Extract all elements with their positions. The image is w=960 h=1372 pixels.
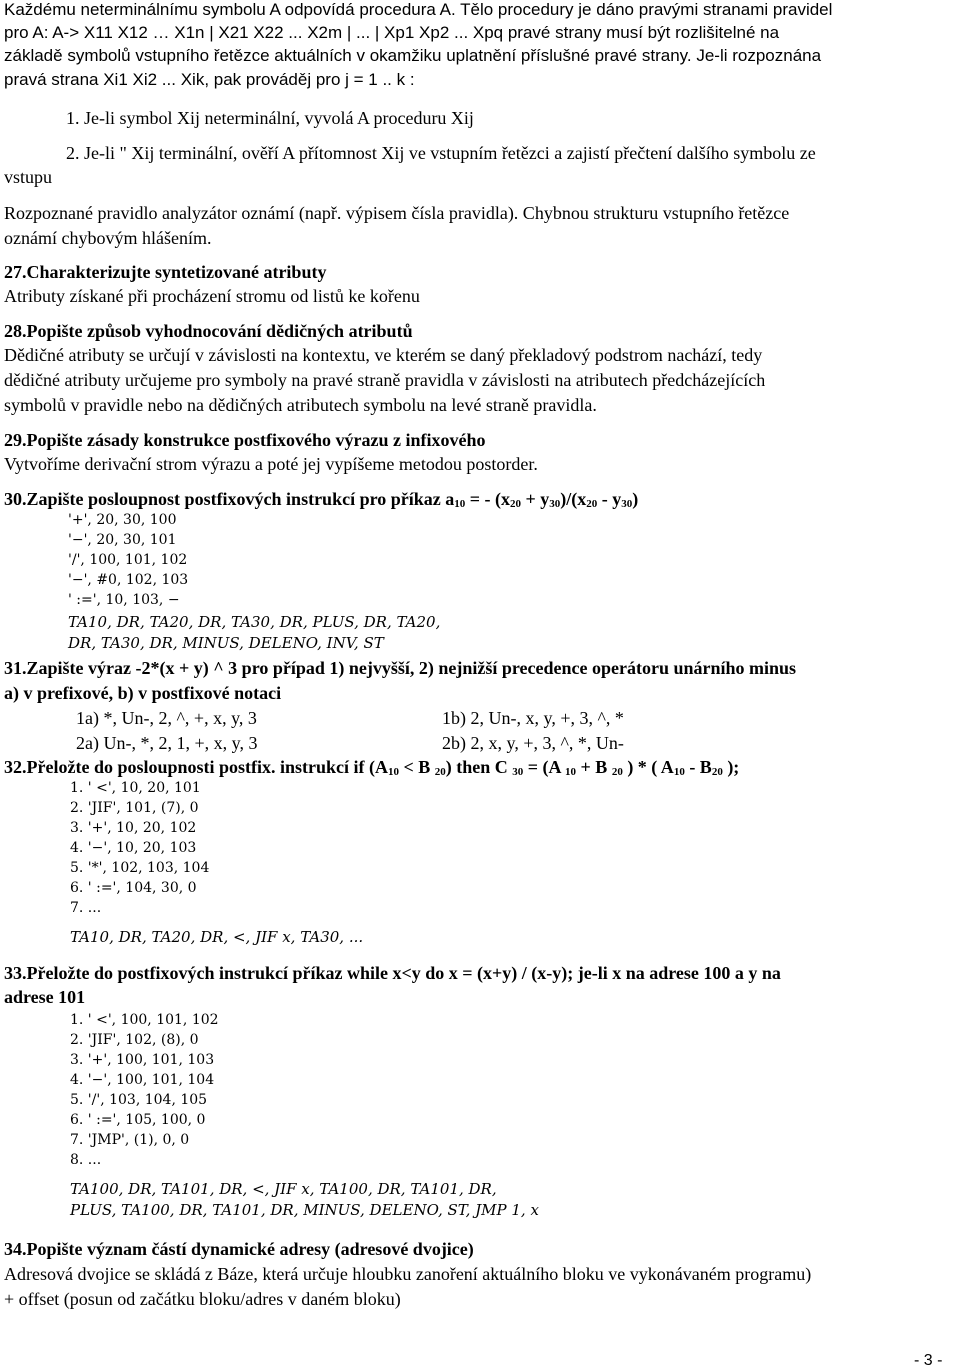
q33-stack-line-2: PLUS, TA100, DR, TA101, DR, MINUS, DELENO, ST, JMP 1, x xyxy=(70,1201,539,1219)
q31-answer-1a: 1a) *, Un-, 2, ^, +, x, y, 3 xyxy=(76,708,257,728)
q32-stack: TA10, DR, TA20, DR, <, JIF x, TA30, ... xyxy=(70,928,364,946)
q30-stack-line-2: DR, TA30, DR, MINUS, DELENO, INV, ST xyxy=(68,634,384,652)
instruction-line: 1. ' <', 10, 20, 101 xyxy=(70,780,201,796)
q28-answer-2: dědičné atributy určujeme pro symboly na pravé straně pravidla v závislosti na atributech předcházejících xyxy=(4,370,766,390)
q30-instructions xyxy=(68,510,188,610)
intro-line-4: pravá strana Xi1 Xi2 ... Xik, pak prováděj pro j = 1 .. k : xyxy=(4,70,415,89)
instruction-line: 5. '*', 102, 103, 104 xyxy=(70,860,210,876)
instruction-line: ' :=', 10, 103, − xyxy=(68,592,180,608)
q34-title: 34.Popište význam částí dynamické adresy (adresové dvojice) xyxy=(4,1239,474,1259)
instruction-line: 3. '+', 10, 20, 102 xyxy=(70,820,197,836)
q34-answer-1: Adresová dvojice se skládá z Báze, která určuje hloubku zanoření aktuálního bloku ve vykonávaném programu) xyxy=(4,1264,812,1284)
q33-title-1: 33.Přeložte do postfixových instrukcí příkaz while x<y do x = (x+y) / (x-y); je-li x na adrese 100 a y na xyxy=(4,963,781,983)
q27-answer: Atributy získané při procházení stromu od listů ke kořenu xyxy=(4,286,420,306)
step-2: 2. Je-li " Xij terminální, ověří A přítomnost Xij ve vstupním řetězci a zajistí přečtení dalšího symbolu ze xyxy=(66,143,816,163)
q31-title-2: a) v prefixové, b) v postfixové notaci xyxy=(4,683,282,703)
q27-title: 27.Charakterizujte syntetizované atributy xyxy=(4,262,327,282)
instruction-line: 2. 'JIF', 102, (8), 0 xyxy=(70,1032,199,1048)
q31-answer-2a: 2a) Un-, *, 2, 1, +, x, y, 3 xyxy=(76,733,258,753)
instruction-line: '+', 20, 30, 100 xyxy=(68,512,177,528)
q28-answer-1: Dědičné atributy se určují v závislosti na kontextu, ve kterém se daný překladový podstrom nachází, tedy xyxy=(4,345,763,365)
instruction-line: 7. ... xyxy=(70,900,102,916)
instruction-line: '/', 100, 101, 102 xyxy=(68,552,188,568)
q29-title: 29.Popište zásady konstrukce postfixového výrazu z infixového xyxy=(4,430,486,450)
q29-answer: Vytvoříme derivační strom výrazu a poté jej vypíšeme metodou postorder. xyxy=(4,454,538,474)
instruction-line: 2. 'JIF', 101, (7), 0 xyxy=(70,800,199,816)
instruction-line: 6. ' :=', 104, 30, 0 xyxy=(70,880,197,896)
q34-answer-2: + offset (posun od začátku bloku/adres v daném bloku) xyxy=(4,1289,401,1309)
step-2-cont: vstupu xyxy=(4,167,53,187)
instruction-line: 4. '−', 100, 101, 104 xyxy=(70,1072,215,1088)
q31-title-1: 31.Zapište výraz -2*(x + y) ^ 3 pro případ 1) nejvyšší, 2) nejnižší precedence operátoru unárního minus xyxy=(4,658,797,678)
instruction-line: 6. ' :=', 105, 100, 0 xyxy=(70,1112,206,1128)
instruction-line: 4. '−', 10, 20, 103 xyxy=(70,840,197,856)
q33-instructions xyxy=(70,1010,219,1170)
recognition-line-1: Rozpoznané pravidlo analyzátor oznámí (např. výpisem čísla pravidla). Chybnou strukturu vstupního řetězce xyxy=(4,203,790,223)
step-1: 1. Je-li symbol Xij neterminální, vyvolá A proceduru Xij xyxy=(66,108,474,128)
instruction-line: 3. '+', 100, 101, 103 xyxy=(70,1052,215,1068)
q32-title: 32.Přeložte do posloupnosti postfix. instrukcí if ($A_{10} < B$ $_{20}$) then C $_{30}$ = (A $_{10}$ + B $_{20}$ ) * ( $A_{10} - B_{20}$ ); xyxy=(4,757,740,778)
q31-answer-2b: 2b) 2, x, y, +, 3, ^, *, Un- xyxy=(442,733,624,753)
instruction-line: 7. 'JMP', (1), 0, 0 xyxy=(70,1132,190,1148)
page-number: - 3 - xyxy=(914,1352,943,1369)
q31-answer-1b: 1b) 2, Un-, x, y, +, 3, ^, * xyxy=(442,708,624,728)
instruction-line: 5. '/', 103, 104, 105 xyxy=(70,1092,208,1108)
intro-line-1: Každému neterminálnímu symbolu A odpovídá procedura A. Tělo procedury je dáno pravými stranami pravidel xyxy=(4,0,833,19)
instruction-line: '−', #0, 102, 103 xyxy=(68,572,189,588)
q32-instructions xyxy=(70,778,209,918)
q28-answer-3: symbolů v pravidle nebo na dědičných atributech symbolu na levé straně pravidla. xyxy=(4,395,597,415)
q28-title: 28.Popište způsob vyhodnocování dědičných atributů xyxy=(4,321,413,341)
instruction-line: '−', 20, 30, 101 xyxy=(68,532,177,548)
q33-stack-line-1: TA100, DR, TA101, DR, <, JIF x, TA100, DR, TA101, DR, xyxy=(70,1180,497,1198)
instruction-line: 8. ... xyxy=(70,1152,102,1168)
recognition-line-2: oznámí chybovým hlášením. xyxy=(4,228,212,248)
q30-stack-line-1: TA10, DR, TA20, DR, TA30, DR, PLUS, DR, TA20, xyxy=(68,613,441,631)
intro-line-2: pro A: A-> X11 X12 … X1n | X21 X22 ... X2m | ... | Xp1 Xp2 ... Xpq pravé strany musí být rozlišitelné na xyxy=(4,23,780,42)
instruction-line: 1. ' <', 100, 101, 102 xyxy=(70,1012,219,1028)
q33-title-2: adrese 101 xyxy=(4,987,86,1007)
q30-title: 30.Zapište posloupnost postfixových instrukcí pro příkaz $a_{10}$ = - $(x_{20} + y_{30})/(x_{20} - y_{30})$ xyxy=(4,489,639,510)
intro-line-3: základě symbolů vstupního řetězce aktuálních v okamžiku uplatnění příslušné pravé strany. Je-li rozpoznána xyxy=(4,46,822,65)
